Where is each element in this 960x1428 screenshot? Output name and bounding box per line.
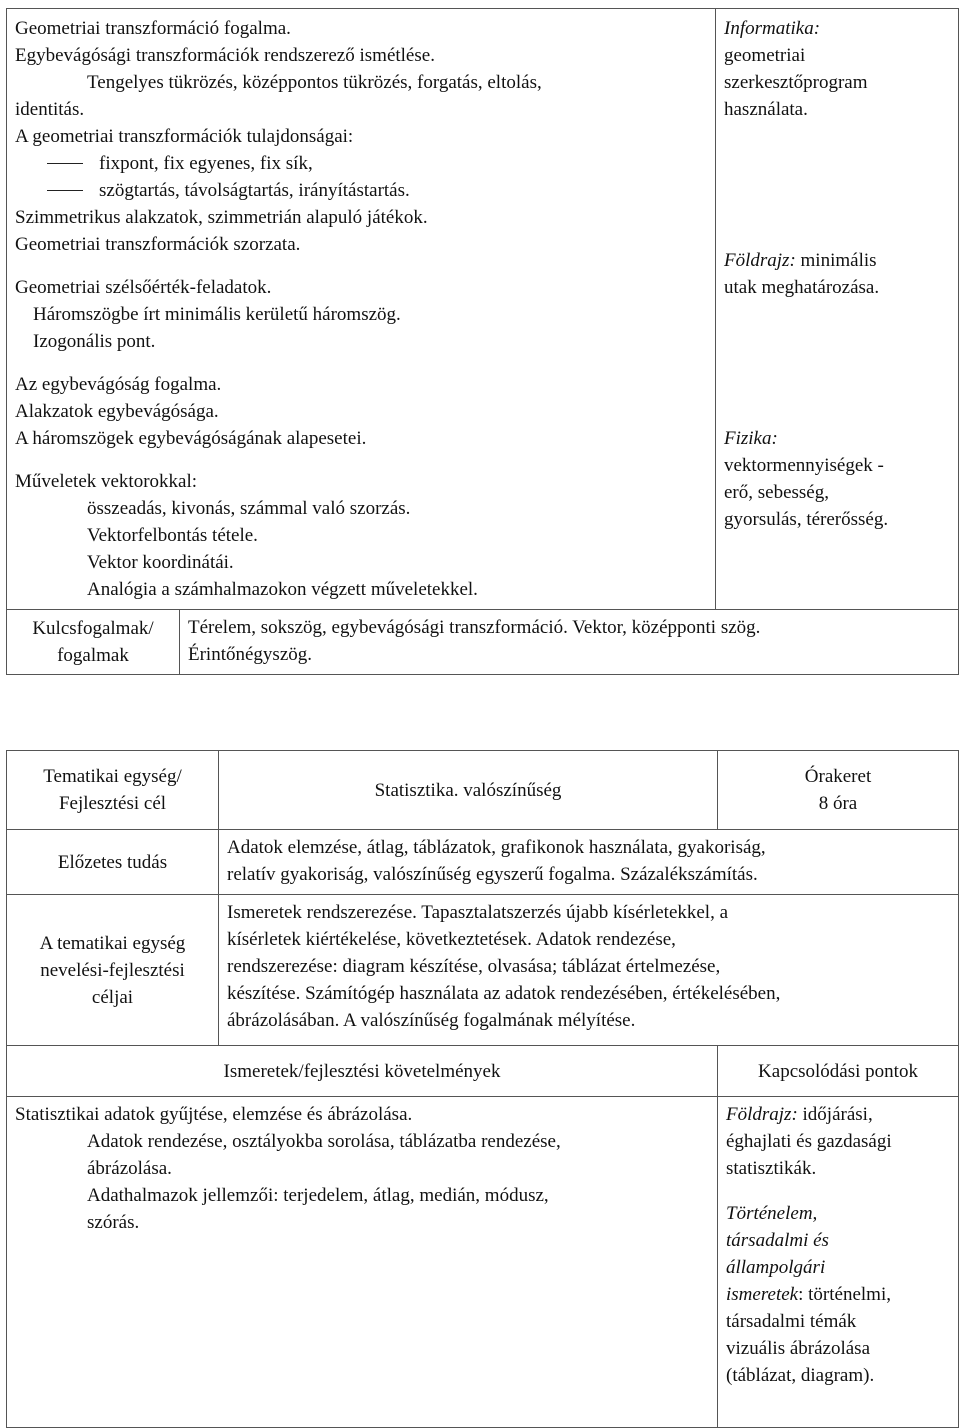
subject-label: Történelem,: [726, 1203, 818, 1224]
curriculum-table-statistics: [6, 750, 959, 1428]
keywords-cell: [180, 610, 959, 675]
text-line: Analógia a számhalmazokon végzett műveletekkel.: [87, 579, 478, 600]
dash-icon: [41, 150, 99, 177]
unit-title-cell: [219, 751, 718, 830]
text-line: készítése. Számítógép használata az adatok rendezésében, értékelésében,: [227, 983, 781, 1004]
text-line: Térelem, sokszög, egybevágósági transzformáció. Vektor, középponti szög.: [188, 617, 761, 638]
goals-label-cell: [7, 895, 219, 1046]
subject-label: Földrajz:: [726, 1104, 798, 1125]
subject-label: társadalmi és: [726, 1230, 829, 1251]
prior-label-cell: [7, 830, 219, 895]
text-line: Műveletek vektorokkal:: [15, 471, 198, 492]
keywords-label-cell: [7, 610, 180, 675]
text-line: Egybevágósági transzformációk rendszerező ismétlése.: [15, 45, 435, 66]
prior-cell: [219, 830, 959, 895]
prior-label: Előzetes tudás: [57, 851, 168, 873]
text-line: identitás.: [15, 99, 85, 120]
text-line: rendszerezése: diagram készítése, olvasása; táblázat értelmezése,: [227, 956, 721, 977]
unit-label: Fejlesztési cél: [58, 793, 167, 814]
text-line: Érintőnégyszög.: [188, 644, 313, 665]
unit-label: Tematikai egység/: [43, 766, 182, 787]
text-line: utak meghatározása.: [724, 277, 880, 298]
text-line: erő, sebesség,: [724, 482, 829, 503]
goals-label: céljai: [91, 986, 134, 1008]
text-line: Szimmetrikus alakzatok, szimmetrián alapuló játékok.: [15, 207, 428, 228]
subject-label: ismeretek: [726, 1284, 799, 1305]
unit-label-cell: [7, 751, 219, 830]
subject-label: Informatika:: [724, 18, 821, 39]
text-line: kísérletek kiértékelése, következtetések. Adatok rendezése,: [227, 929, 676, 950]
text-line: vektormennyiségek -: [724, 455, 884, 476]
text-line: Háromszögbe írt minimális kerületű háromszög.: [33, 304, 401, 325]
connections-cell: [716, 9, 959, 610]
text-line: Földrajz: minimális: [724, 250, 877, 271]
text-line: Geometriai transzformációk szorzata.: [15, 234, 301, 255]
subject-label: Földrajz:: [724, 250, 796, 271]
text-line: A geometriai transzformációk tulajdonságai:: [15, 126, 354, 147]
dash-list-item: szögtartás, távolságtartás, irányítástartás.: [15, 177, 707, 204]
text-line: Izogonális pont.: [33, 331, 156, 352]
links-header-cell: [718, 1046, 959, 1097]
hours-cell: [718, 751, 959, 830]
goals-label: nevelési-fejlesztési: [40, 959, 185, 981]
curriculum-table-geometry: [6, 8, 959, 675]
goals-cell: [219, 895, 959, 1046]
text-line: ábrázolása.: [87, 1158, 172, 1179]
requirements-header: Ismeretek/fejlesztési követelmények: [223, 1060, 501, 1082]
text-line: vizuális ábrázolása: [726, 1338, 871, 1359]
subject-label: Fizika:: [724, 428, 778, 449]
text-line: Az egybevágóság fogalma.: [15, 374, 222, 395]
requirements-header-cell: [7, 1046, 718, 1097]
text-line: társadalmi témák: [726, 1311, 857, 1332]
text-line: Földrajz: időjárási,: [726, 1104, 873, 1125]
text-line: gyorsulás, térerősség.: [724, 509, 889, 530]
text-line: ismeretek: történelmi,: [726, 1284, 891, 1305]
keywords-label: Kulcsfogalmak/: [32, 618, 154, 639]
text-line: Vektorfelbontás tétele.: [87, 525, 258, 546]
links-header: Kapcsolódási pontok: [758, 1060, 918, 1082]
links-cell: [718, 1097, 959, 1428]
unit-title: Statisztika. valószínűség: [374, 779, 562, 801]
text-line: Alakzatok egybevágósága.: [15, 401, 219, 422]
text-line: Geometriai transzformáció fogalma.: [15, 18, 291, 39]
text-line: szórás.: [87, 1212, 140, 1233]
text-line: Adathalmazok jellemzői: terjedelem, átlag, medián, módusz,: [87, 1185, 549, 1206]
text-line: összeadás, kivonás, számmal való szorzás.: [87, 498, 411, 519]
hours-value: 8 óra: [818, 793, 858, 814]
dash-list-item: fixpont, fix egyenes, fix sík,: [15, 150, 707, 177]
hours-label: Órakeret: [804, 766, 872, 787]
text-line: Ismeretek rendszerezése. Tapasztalatszerzés újabb kísérletekkel, a: [227, 902, 729, 923]
text-line: Vektor koordinátái.: [87, 552, 234, 573]
text-line: relatív gyakoriság, valószínűség egyszerű fogalma. Százalékszámítás.: [227, 864, 758, 885]
text-line: Tengelyes tükrözés, középpontos tükrözés, forgatás, eltolás,: [87, 72, 542, 93]
goals-label: A tematikai egység: [39, 932, 186, 954]
text-line: A háromszögek egybevágóságának alapesetei.: [15, 428, 367, 449]
text-line: Adatok elemzése, átlag, táblázatok, grafikonok használata, gyakoriság,: [227, 837, 766, 858]
text-line: használata.: [724, 99, 808, 120]
text-line: geometriai: [724, 45, 806, 66]
dash-icon: [41, 177, 99, 204]
text-line: (táblázat, diagram).: [726, 1365, 875, 1386]
text-line: Geometriai szélsőérték-feladatok.: [15, 277, 272, 298]
text-line: Adatok rendezése, osztályokba sorolása, táblázatba rendezése,: [87, 1131, 561, 1152]
keywords-label: fogalmak: [57, 645, 129, 666]
text-line: szerkesztőprogram: [724, 72, 868, 93]
content-cell: [7, 9, 716, 610]
requirements-cell: [7, 1097, 718, 1428]
text-line: ábrázolásában. A valószínűség fogalmának mélyítése.: [227, 1010, 636, 1031]
text-line: statisztikák.: [726, 1158, 817, 1179]
text-line: éghajlati és gazdasági: [726, 1131, 892, 1152]
subject-label: állampolgári: [726, 1257, 826, 1278]
text-line: Statisztikai adatok gyűjtése, elemzése és ábrázolása.: [15, 1104, 413, 1125]
